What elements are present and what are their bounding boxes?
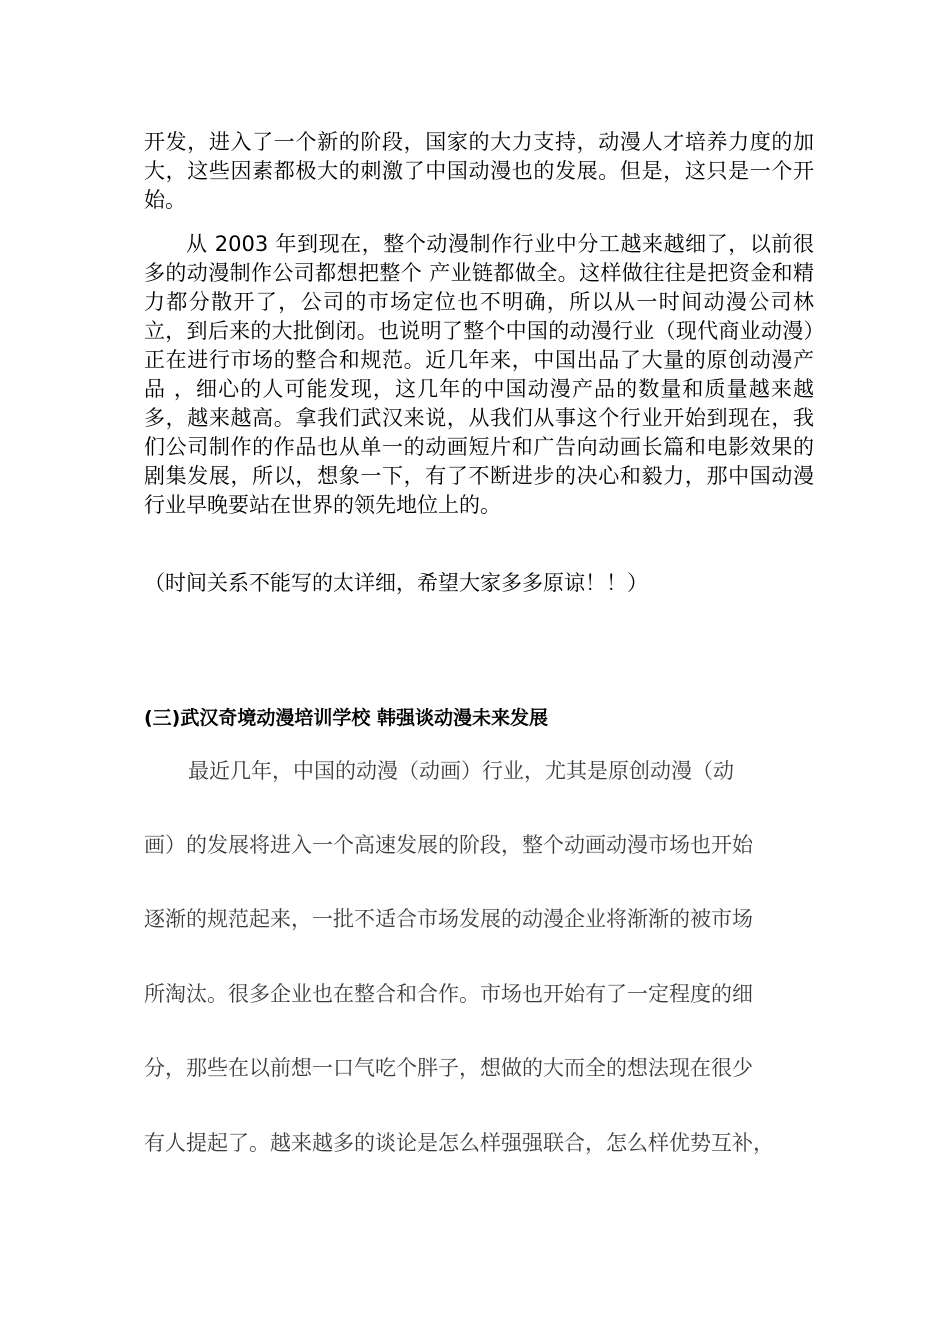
paragraph-main: 从 2003 年到现在，整个动漫制作行业中分工越来越细了，以前很多的动漫制作公司都想把整个 产业链都做全。这样做往往是把资金和精力都分散开了，公司的市场定位也不明确，所以从一时间动漫公司林立，到后来的大批倒闭。也说明了整个中国的动漫行业（现代商业动漫）正在进行市场的整合和规范。近几年来，中国出品了大量的原创动漫产品 ，细心的人可能发现，这几年的中国动漫产品的数量和质量越来越多，越来越高。拿我们武汉来说，从我们从事这个行业开始到现在，我们公司制作的作品也从单一的动画短片和广告向动画长篇和电影效果的剧集发展，所以，想象一下，有了不断进步的决心和毅力，那中国动漫行业早晚要站在世界的领先地位上的。: [144, 232, 814, 517]
section-heading: (三)武汉奇境动漫培训学校 韩强谈动漫未来发展: [144, 707, 548, 729]
apology-note: （时间关系不能写的太详细，希望大家多多原谅！！）: [144, 571, 648, 595]
text-block: [144, 128, 814, 535]
section-line: 逐渐的规范起来，一批不适合市场发展的动漫企业将渐渐的被市场: [144, 907, 753, 931]
section-line: 有人提起了。越来越多的谈论是怎么样强强联合，怎么样优势互补，: [144, 1131, 774, 1155]
section-line: 画）的发展将进入一个高速发展的阶段，整个动画动漫市场也开始: [144, 833, 753, 857]
section-line: 最近几年，中国的动漫（动画）行业，尤其是原创动漫（动: [188, 759, 734, 783]
section-line: 所淘汰。很多企业也在整合和合作。市场也开始有了一定程度的细: [144, 982, 753, 1006]
section-line: 分，那些在以前想一口气吃个胖子，想做的大而全的想法现在很少: [144, 1056, 753, 1080]
paragraph-intro: 开发，进入了一个新的阶段，国家的大力支持，动漫人才培养力度的加大，这些因素都极大的刺激了中国动漫也的发展。但是，这只是一个开始。: [144, 130, 814, 212]
